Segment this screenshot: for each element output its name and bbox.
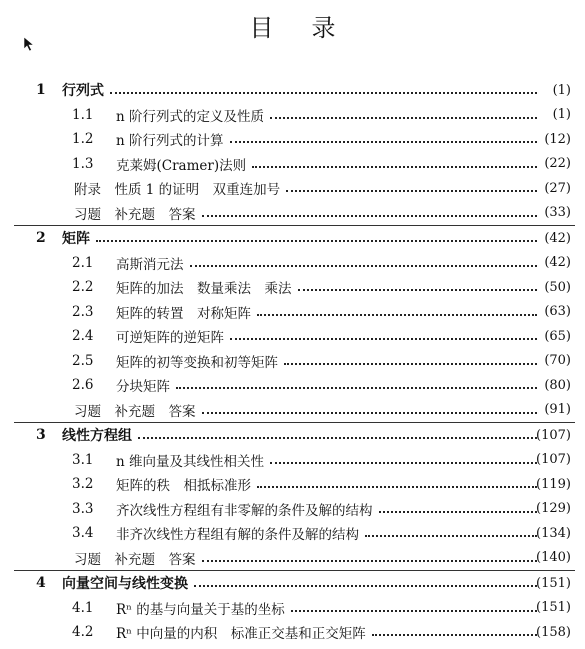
section-entry [0,521,585,546]
entry-title-wrap [116,277,543,297]
section-title: 可逆矩阵的逆矩阵 [116,330,224,347]
section-entry [0,152,585,177]
dot-leader [202,412,538,414]
section-entry [0,448,585,473]
entry-title-wrap [62,573,543,593]
dot-leader [257,486,537,488]
page-number: (1) [552,82,571,98]
section-title: n 维向量及其线性相关性 [116,453,264,470]
entry-title-wrap [62,80,543,100]
entry-title-wrap [116,375,543,395]
section-title: 分块矩阵 [116,379,170,396]
dot-leader [202,215,538,217]
entry-title-wrap [116,622,543,642]
appendix-title: 附录 性质 1 的证明 双重连加号 [74,182,281,199]
page-number: (107) [536,427,571,443]
dot-leader [190,265,538,267]
section-entry [0,251,585,276]
section-entry [0,620,585,645]
page-number: (107) [536,452,571,468]
dot-leader [252,166,537,168]
section-number: 1.3 [72,155,94,172]
entry-title-wrap [116,474,543,494]
dot-leader [110,92,537,94]
dot-leader [230,338,537,340]
dot-leader [194,585,537,587]
dot-leader [365,535,537,537]
dot-leader [202,560,538,562]
chapter-number: 2 [36,230,46,247]
page-number: (22) [544,156,571,172]
section-entry [0,103,585,128]
section-number: 3.1 [72,451,94,468]
section-title: 矩阵的转置 对称矩阵 [116,305,251,322]
chapter-entry [0,226,585,251]
entry-title-wrap [116,105,543,125]
page-number: (91) [544,402,571,418]
dot-leader [270,462,537,464]
entry-title-wrap [116,154,543,174]
section-title: Rⁿ 中向量的内积 标准正交基和正交矩阵 [116,626,366,643]
page-number: (27) [544,180,571,196]
entry-title-wrap [74,548,543,568]
dot-leader [270,117,537,119]
section-number: 2.3 [72,303,94,320]
exercise-title: 习题 补充题 答案 [74,551,196,568]
section-title: 齐次线性方程组有非零解的条件及解的结构 [116,502,373,519]
section-entry [0,300,585,325]
page-number: (42) [544,230,571,246]
entry-title-wrap [62,425,543,445]
section-number: 3.4 [72,525,94,542]
section-number: 4.2 [72,624,94,641]
dot-leader [298,289,538,291]
entry-title-wrap [74,203,543,223]
dot-leader [96,240,537,242]
section-number: 2.2 [72,279,94,296]
chapter-entry [0,78,585,103]
dot-leader [230,141,538,143]
section-number: 2.1 [72,254,94,271]
page-number: (134) [536,525,571,541]
dot-leader [379,511,538,513]
entry-title-wrap [116,598,543,618]
page-number: (63) [544,304,571,320]
dot-leader [257,314,537,316]
section-entry [0,275,585,300]
dot-leader [138,437,537,439]
entry-title-wrap [116,253,543,273]
entry-title-wrap [116,326,543,346]
entry-title-wrap [116,499,543,519]
section-number: 2.4 [72,328,94,345]
entry-title-wrap [116,450,543,470]
section-number: 1.1 [72,106,94,123]
entry-title-wrap [74,178,543,198]
page-number: (151) [536,575,571,591]
exercise-title: 习题 补充题 答案 [74,206,196,223]
page-number: (50) [544,279,571,295]
chapter-title: 行列式 [62,83,104,100]
section-title: 矩阵的初等变换和初等矩阵 [116,354,278,371]
page-number: (151) [536,600,571,616]
section-title: 矩阵的加法 数量乘法 乘法 [116,281,292,298]
page-number: (33) [544,205,571,221]
section-title: 高斯消元法 [116,256,184,273]
section-title: n 阶行列式的定义及性质 [116,108,264,125]
page-number: (80) [544,377,571,393]
dot-leader [286,190,537,192]
section-entry [0,472,585,497]
section-title: 矩阵的秩 相抵标准形 [116,478,251,495]
dot-leader [372,634,537,636]
section-title: Rⁿ 的基与向量关于基的坐标 [116,601,285,618]
page-number: (12) [544,131,571,147]
section-number: 2.6 [72,377,94,394]
chapter-entry [0,571,585,596]
dot-leader [176,387,537,389]
entry-title-wrap [74,400,543,420]
section-title: 克莱姆(Cramer)法则 [116,157,247,174]
dot-leader [291,610,537,612]
mouse-cursor-icon [23,36,35,52]
chapter-entry [0,423,585,448]
section-entry [0,373,585,398]
entry-title-wrap [116,302,543,322]
page-title: 目录 [249,14,374,42]
dot-leader [284,363,537,365]
page-number: (42) [544,255,571,271]
exercise-entry [0,398,585,423]
chapter-number: 1 [36,82,46,99]
chapter-title: 向量空间与线性变换 [62,576,188,593]
section-number: 4.1 [72,599,94,616]
section-number: 3.3 [72,500,94,517]
page-number: (158) [536,624,571,640]
section-entry [0,127,585,152]
table-of-contents [0,78,585,645]
chapter-title: 矩阵 [62,231,90,248]
page-number: (1) [552,107,571,123]
chapter-number: 4 [36,575,46,592]
exercise-title: 习题 补充题 答案 [74,403,196,420]
chapter-title: 线性方程组 [62,428,132,445]
page-number: (70) [544,353,571,369]
appendix-entry [0,176,585,201]
exercise-entry [0,546,585,571]
section-entry [0,596,585,621]
section-title: n 阶行列式的计算 [116,133,224,150]
section-entry [0,497,585,522]
section-entry [0,349,585,374]
entry-title-wrap [62,228,543,248]
section-number: 1.2 [72,131,94,148]
entry-title-wrap [116,523,543,543]
section-number: 2.5 [72,352,94,369]
page-number: (119) [536,476,571,492]
exercise-entry [0,201,585,226]
page-number: (140) [536,550,571,566]
entry-title-wrap [116,129,543,149]
page-number: (65) [544,328,571,344]
section-title: 非齐次线性方程组有解的条件及解的结构 [116,527,359,544]
page-number: (129) [536,501,571,517]
section-entry [0,324,585,349]
section-number: 3.2 [72,476,94,493]
chapter-number: 3 [36,427,46,444]
entry-title-wrap [116,351,543,371]
